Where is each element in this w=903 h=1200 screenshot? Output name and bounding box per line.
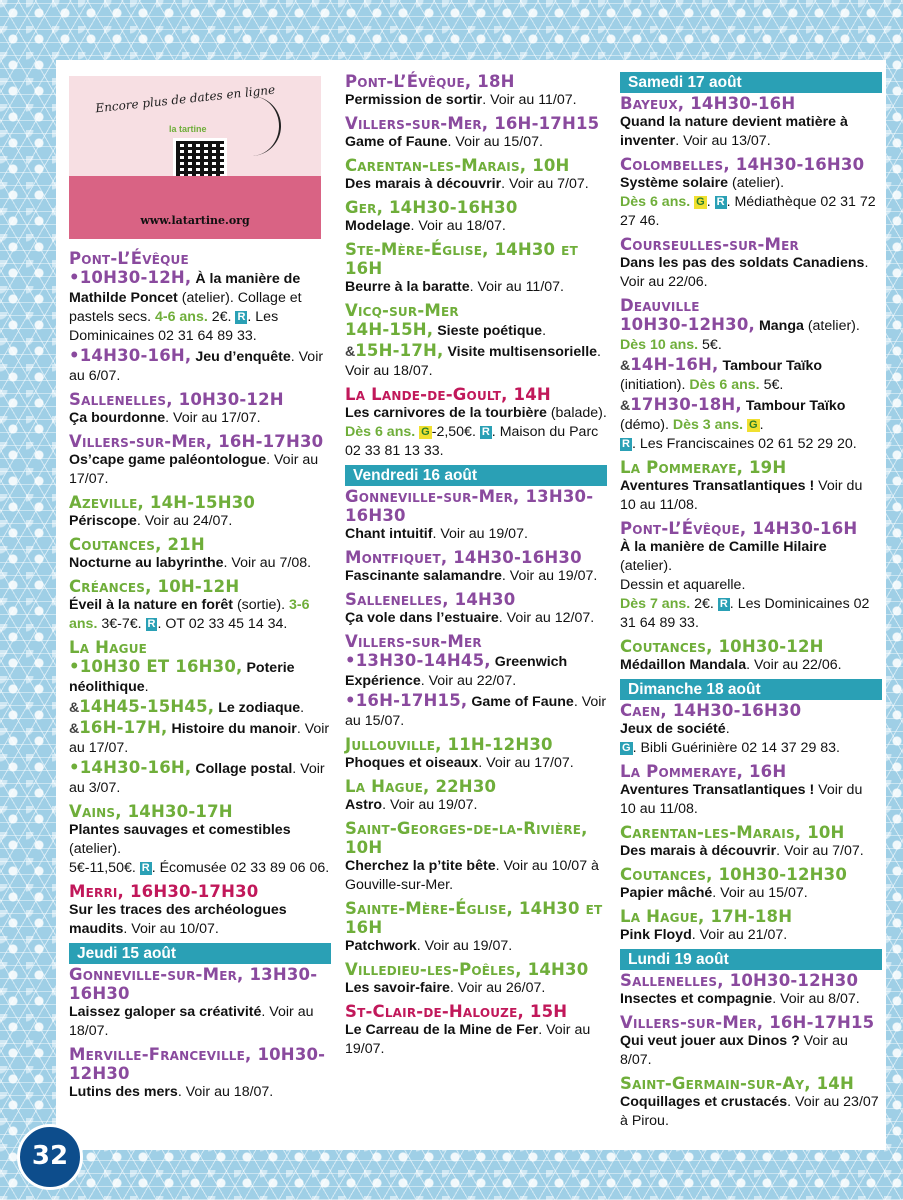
- page-content: [56, 60, 886, 1150]
- event-city: Villers-sur-Mer: [345, 632, 482, 651]
- event-carentan: [620, 823, 882, 861]
- event-title: Phoques et oiseaux: [345, 755, 479, 771]
- event-details: . Voir au 10/07 à Gouville-sur-Mer.: [345, 858, 599, 893]
- event-title: Greenwich Expérience: [345, 654, 568, 689]
- event-city: Pont-L’Évêque, 14H30-16H: [620, 519, 858, 538]
- column-2: [345, 72, 607, 1063]
- event-details: . Voir au 18/07.: [69, 1004, 314, 1039]
- event-sallenelles: [69, 390, 331, 428]
- event-title: Le zodiaque: [218, 700, 301, 716]
- event-lande: La Lande-de-Goult, 14H Les carnivores de la tourbière (balade). Dès 6 ans. G -2,50€. R . Maison du Parc 02 33 81 13 33.: [345, 385, 607, 459]
- event-title: Pink Floyd: [620, 927, 692, 943]
- event-la-hague: [69, 638, 331, 798]
- event-time: 14H-16H,: [630, 355, 719, 374]
- ampersand: &: [345, 344, 356, 360]
- event-ste-mere-2: [345, 899, 607, 956]
- event-city: Pont-L’Évêque, 18H: [345, 72, 515, 91]
- event-vains: Vains, 14H30-17H Plantes sauvages et comestibles (atelier). 5€-11,50€. R . Écomusée 02 33 89 06 06.: [69, 802, 330, 876]
- event-st-georges: [345, 819, 607, 895]
- event-price: 5€.: [763, 377, 784, 393]
- ampersand: &: [620, 358, 631, 374]
- event-details: (sortie).: [233, 597, 286, 613]
- event-price: -2,50€.: [431, 424, 476, 440]
- event-title: À la manière de Mathilde Poncet: [69, 271, 301, 306]
- event-title: Jeux de société: [620, 721, 726, 737]
- event-title: Chant intuitif: [345, 526, 433, 542]
- event-title: Lutins des mers: [69, 1084, 178, 1100]
- event-city: La Hague, 17H-18H: [620, 907, 793, 926]
- reservation-icon: R: [237, 311, 246, 323]
- event-details: . Voir au 19/07.: [432, 526, 528, 542]
- event-time: •16H-17H15,: [345, 691, 468, 710]
- event-venue: Écomusée 02 33 89 06 06.: [159, 860, 330, 876]
- event-pont-leveque: Pont-L’Évêque, 14H30-16H À la manière de Camille Hilaire (atelier). Dessin et aquarelle. Dès 7 ans. 2€. R . Les Dominicaines 02 31 64 89 33.: [620, 519, 882, 633]
- event-details: . Voir au 10/07.: [123, 921, 219, 937]
- event-details: .: [144, 679, 149, 695]
- event-city: St-Clair-de-Halouze, 15H: [345, 1002, 568, 1021]
- event-details: Voir au 8/07.: [620, 1033, 848, 1068]
- event-details: Voir du 10 au 11/08.: [620, 478, 863, 513]
- event-city: Deauville: [620, 296, 700, 315]
- event-title: Sur les traces des archéologues maudits: [69, 902, 287, 937]
- event-details: . Voir au 17/07.: [165, 410, 261, 426]
- event-time: 16H-17H,: [79, 718, 168, 737]
- event-details: (atelier).: [728, 175, 785, 191]
- event-title: Aventures Transatlantiques !: [620, 782, 815, 798]
- day-header: Samedi 17 août: [620, 72, 882, 93]
- event-details: . Voir au 7/08.: [223, 555, 312, 571]
- event-title: Modelage: [345, 218, 411, 234]
- event-title: Poterie néolithique: [69, 660, 295, 695]
- event-jullouville: [345, 735, 607, 773]
- event-details: (atelier).: [620, 558, 673, 574]
- event-city: Jullouville, 11H-12H30: [345, 735, 553, 754]
- event-title: Sieste poétique: [437, 323, 543, 339]
- reservation-icon: R: [622, 438, 630, 450]
- event-city: Villers-sur-Mer, 16H-17H15: [345, 114, 600, 133]
- event-title: Les savoir-faire: [345, 980, 450, 996]
- event-details: . Voir au 19/07.: [501, 568, 598, 584]
- event-details: . Voir au 19/07.: [382, 797, 478, 813]
- event-details: . Voir au 8/07.: [772, 991, 860, 1007]
- event-details: (balade).: [546, 405, 607, 421]
- event-st-germain: [620, 1074, 882, 1131]
- event-gonneville: [345, 487, 607, 544]
- event-st-clair: [345, 1002, 607, 1059]
- event-details: (initiation).: [620, 377, 686, 393]
- event-details: . Voir au 15/07.: [447, 134, 543, 150]
- event-city: Vicq-sur-Mer: [345, 301, 459, 320]
- event-age: Dès 6 ans.: [689, 377, 760, 393]
- ad-brand: la tartine: [169, 124, 207, 134]
- day-header: Lundi 19 août: [620, 949, 882, 970]
- event-details: . Voir au 6/07.: [69, 349, 324, 384]
- event-city: Azeville, 14H-15H30: [69, 493, 256, 512]
- event-ste-mere: [345, 240, 607, 297]
- event-city: Villedieu-les-Poêles, 14H30: [345, 960, 589, 979]
- event-details: (démo).: [620, 417, 669, 433]
- event-details: .: [725, 721, 730, 737]
- event-city: Saint-Germain-sur-Ay, 14H: [620, 1074, 854, 1093]
- event-city: Montfiquet, 14H30-16H30: [345, 548, 582, 567]
- event-courseulles: [620, 235, 882, 292]
- event-title: Collage postal: [195, 761, 293, 777]
- event-pont-leveque: [345, 72, 607, 110]
- event-city: Caen, 14H30-16H30: [620, 701, 802, 720]
- event-city: Coutances, 21H: [69, 535, 205, 554]
- event-venue: OT 02 33 45 14 34.: [165, 616, 288, 632]
- event-title: Plantes sauvages et comestibles: [69, 822, 291, 838]
- event-title: Patchwork: [345, 938, 417, 954]
- event-title: Papier mâché: [620, 885, 713, 901]
- event-title: Qui veut jouer aux Dinos ?: [620, 1033, 800, 1049]
- event-coutances: [69, 535, 331, 573]
- event-details: . Voir au 23/07 à Pirou.: [620, 1094, 879, 1129]
- event-venue: Les Franciscaines 02 61 52 29 20.: [639, 436, 857, 452]
- event-age: Dès 10 ans.: [620, 337, 699, 353]
- event-title: Quand la nature devient matière à inventer: [620, 114, 848, 149]
- event-city: Créances, 10H-12H: [69, 577, 240, 596]
- ad-script-text: Encore plus de dates en ligne: [94, 82, 276, 116]
- event-city: Saint-Georges-de-la-Rivière, 10H: [345, 819, 588, 857]
- event-title: Permission de sortir: [345, 92, 483, 108]
- event-details: . Voir au 19/07.: [345, 1022, 591, 1057]
- event-title: Game of Faune: [471, 694, 574, 710]
- event-title: Tambour Taïko: [745, 398, 846, 414]
- event-time: 15H-17H,: [355, 341, 444, 360]
- event-title: Jeu d’enquête: [195, 349, 291, 365]
- event-time: •13H30-14H45,: [345, 651, 491, 670]
- event-age: Dès 6 ans.: [620, 194, 691, 210]
- event-venue: Bibli Guérinière 02 14 37 29 83.: [640, 740, 840, 756]
- event-title: Game of Faune: [345, 134, 448, 150]
- event-details: . Voir au 22/06.: [746, 657, 842, 673]
- event-city: Villers-sur-Mer, 16H-17H15: [620, 1013, 875, 1032]
- event-sallenelles: [345, 590, 607, 628]
- event-venue: Les Dominicaines 02 31 64 89 33.: [620, 596, 870, 631]
- ampersand: &: [620, 398, 631, 414]
- event-azeville: [69, 493, 331, 531]
- event-merri: [69, 882, 331, 939]
- event-title: Cherchez la p’tite bête: [345, 858, 496, 874]
- event-city: Villers-sur-Mer, 16H-17H30: [69, 432, 324, 451]
- event-time: 17H30-18H,: [630, 395, 742, 414]
- event-title: Le Carreau de la Mine de Fer: [345, 1022, 539, 1038]
- event-details: . Voir au 18/07.: [410, 218, 506, 234]
- event-details: . Voir au 19/07.: [416, 938, 513, 954]
- event-pommeraye-2: [620, 762, 882, 819]
- event-city: Colombelles, 14H30-16H30: [620, 155, 865, 174]
- event-venue: Maison du Parc 02 33 81 13 33.: [345, 424, 599, 459]
- event-city: Sallenelles, 10H30-12H: [69, 390, 284, 409]
- event-title: Coquillages et crustacés: [620, 1094, 788, 1110]
- event-price: 5€-11,50€.: [69, 860, 136, 876]
- event-details: . Voir au 17/07.: [69, 721, 330, 756]
- free-icon: G: [696, 196, 705, 208]
- event-bayeux: [620, 94, 882, 151]
- event-city: La Pommeraye, 19H: [620, 458, 787, 477]
- event-details: . Voir au 15/07.: [712, 885, 808, 901]
- event-details: . Voir au 7/07.: [501, 176, 589, 192]
- event-title: Des marais à découvrir: [620, 843, 777, 859]
- event-details: (atelier).: [803, 318, 860, 334]
- event-title: Aventures Transatlantiques !: [620, 478, 815, 494]
- day-header: Jeudi 15 août: [69, 943, 331, 964]
- free-icon: G: [421, 426, 430, 438]
- event-city: Merri, 16H30-17H30: [69, 882, 259, 901]
- event-montfiquet: [345, 548, 607, 586]
- event-details: . Voir au 18/07.: [345, 344, 601, 379]
- event-la-hague: [345, 777, 607, 815]
- event-title: Ça bourdonne: [69, 410, 166, 426]
- event-merville: [69, 1045, 331, 1102]
- event-details: . Voir au 12/07.: [498, 610, 595, 626]
- reservation-icon: R: [719, 598, 728, 610]
- event-city: Vains, 14H30-17H: [69, 802, 233, 821]
- event-city: Bayeux, 14H30-16H: [620, 94, 796, 113]
- event-age: 4-6 ans.: [154, 309, 208, 325]
- event-title: Manga: [758, 318, 804, 334]
- day-header: Dimanche 18 août: [620, 679, 882, 700]
- event-time: •10H30 ET 16H30,: [69, 657, 243, 676]
- ampersand: &: [69, 700, 80, 716]
- event-title: Nocturne au labyrinthe: [69, 555, 224, 571]
- event-age: Dès 3 ans.: [672, 417, 744, 433]
- event-city: Merville-Franceville, 10H30-12H30: [69, 1045, 326, 1083]
- ampersand: &: [69, 721, 80, 737]
- event-city: La Hague, 22H30: [345, 777, 497, 796]
- event-details: . Voir au 17/07.: [69, 452, 319, 487]
- event-villers: [620, 1013, 882, 1070]
- event-villers: [345, 114, 607, 152]
- event-age: Dès 6 ans.: [345, 424, 416, 440]
- event-title: Fascinante salamandre: [345, 568, 502, 584]
- event-title: Beurre à la baratte: [345, 279, 470, 295]
- event-venue: Les Dominicaines 02 31 64 89 33.: [69, 309, 279, 344]
- event-title: Tambour Taïko: [722, 358, 823, 374]
- free-icon: G: [749, 419, 758, 431]
- event-title: Les carnivores de la tourbière: [345, 405, 547, 421]
- event-city: Sallenelles, 10H30-12H30: [620, 971, 859, 990]
- event-title: Astro: [345, 797, 383, 813]
- event-pont-leveque: Pont-L’Évêque •10H30-12H, À la manière de Mathilde Poncet (atelier). Collage et pastels secs. 4-6 ans. 2€. R . Les Dominicaines 02 31 64 89 33. •14H30-16H, Jeu d’enquête. Voir au 6/07.: [69, 249, 331, 386]
- event-details: . Voir au 17/07.: [478, 755, 574, 771]
- event-city: Coutances, 10H30-12H: [620, 637, 824, 656]
- event-price: 5€.: [702, 337, 722, 353]
- event-details: . Voir au 11/07.: [469, 279, 564, 295]
- event-city: Gonneville-sur-Mer, 13H30-16H30: [69, 965, 318, 1003]
- event-la-hague: [620, 907, 882, 945]
- reservation-icon: R: [147, 618, 156, 630]
- event-vicq: [345, 301, 607, 381]
- event-gonneville: [69, 965, 331, 1041]
- event-details: . Voir au 13/07.: [675, 133, 771, 149]
- event-deauville: Deauville 10H30-12H30, Manga (atelier). Dès 10 ans. 5€. &14H-16H, Tambour Taïko (initiation). Dès 6 ans. 5€. &17H30-18H, Tambour Taïko (démo). Dès 3 ans. G . R . Les Franciscaines 02 61 52 29 20.: [620, 296, 882, 454]
- column-1: [69, 76, 331, 1106]
- page-number: 32: [17, 1124, 83, 1190]
- event-time: •14H30-16H,: [69, 346, 192, 365]
- event-price: 2€.: [211, 309, 232, 325]
- event-coutances-2: [620, 865, 882, 903]
- column-3: [620, 70, 882, 1135]
- event-price: 2€.: [694, 596, 714, 612]
- event-city: La Hague: [69, 638, 148, 657]
- event-details: . Voir au 26/07.: [449, 980, 546, 996]
- day-header: Vendredi 16 août: [345, 465, 607, 486]
- event-villers-2: [345, 632, 607, 731]
- event-details: . Voir au 22/07.: [420, 673, 517, 689]
- event-title: Insectes et compagnie: [620, 991, 773, 1007]
- event-villers: [69, 432, 331, 489]
- event-title: À la manière de Camille Hilaire: [620, 539, 827, 555]
- event-details: . Voir au 21/07.: [691, 927, 788, 943]
- event-sallenelles: [620, 971, 882, 1009]
- event-city: Gonneville-sur-Mer, 13H30-16H30: [345, 487, 594, 525]
- reservation-icon: R: [481, 426, 490, 438]
- event-title: Laissez galoper sa créativité: [69, 1004, 262, 1020]
- event-time: •10H30-12H,: [69, 268, 192, 287]
- event-details: .: [300, 700, 305, 716]
- reservation-icon: R: [141, 862, 150, 874]
- event-age: 3-6 ans.: [69, 597, 310, 632]
- event-city: La Lande-de-Goult, 14H: [345, 385, 551, 404]
- arrow-icon: [229, 96, 281, 156]
- event-carentan: [345, 156, 607, 194]
- event-city: Carentan-les-Marais, 10H: [345, 156, 570, 175]
- event-city: Sallenelles, 14H30: [345, 590, 516, 609]
- event-city: Courseulles-sur-Mer: [620, 235, 799, 254]
- event-details: . Voir au 24/07.: [136, 513, 233, 529]
- event-title: Ça vole dans l’estuaire: [345, 610, 499, 626]
- event-pommeraye: [620, 458, 882, 515]
- event-title: Périscope: [69, 513, 137, 529]
- event-details: .: [542, 323, 547, 339]
- event-title: Histoire du manoir: [171, 721, 297, 737]
- event-details: . Voir au 22/06.: [620, 255, 869, 290]
- event-details: . Voir au 15/07.: [345, 694, 607, 729]
- event-details: Dessin et aquarelle.: [620, 577, 746, 593]
- event-villedieu: [345, 960, 607, 998]
- event-details: . Voir au 11/07.: [482, 92, 577, 108]
- event-details: (atelier).: [69, 841, 122, 857]
- event-city: Ste-Mère-Église, 14H30 et 16H: [345, 240, 578, 278]
- event-title: Os’cape game paléontologue: [69, 452, 267, 468]
- event-creances: Créances, 10H-12H Éveil à la nature en forêt (sortie). 3-6 ans. 3€-7€. R . OT 02 33 45 14 34.: [69, 577, 331, 634]
- event-city: La Pommeraye, 16H: [620, 762, 787, 781]
- event-price: 3€-7€.: [101, 616, 142, 632]
- event-title: Dans les pas des soldats Canadiens: [620, 255, 865, 271]
- event-title: Des marais à découvrir: [345, 176, 502, 192]
- event-time: 14H-15H,: [345, 320, 434, 339]
- event-venue: Médiathèque 02 31 72 27 46.: [620, 194, 876, 229]
- event-details: . Voir au 3/07.: [69, 761, 325, 796]
- event-caen: Caen, 14H30-16H30 Jeux de société. G . Bibli Guérinière 02 14 37 29 83.: [620, 701, 882, 758]
- event-details: (atelier). Collage et pastels secs.: [69, 290, 302, 325]
- event-city: Sainte-Mère-Église, 14H30 et 16H: [345, 899, 603, 937]
- event-city: Ger, 14H30-16H30: [345, 198, 518, 217]
- event-title: Système solaire: [620, 175, 729, 191]
- event-details: . Voir au 18/07.: [177, 1084, 274, 1100]
- online-dates-ad[interactable]: [69, 76, 321, 239]
- event-title: Médaillon Mandala: [620, 657, 747, 673]
- event-details: Voir du 10 au 11/08.: [620, 782, 863, 817]
- event-title: Éveil à la nature en forêt: [69, 597, 234, 613]
- reservation-icon: R: [716, 196, 725, 208]
- event-age: Dès 7 ans.: [620, 596, 691, 612]
- free-icon: G: [622, 742, 631, 754]
- event-details: . Voir au 7/07.: [776, 843, 864, 859]
- event-city: Pont-L’Évêque: [69, 249, 189, 268]
- event-time: 14H45-15H45,: [79, 697, 215, 716]
- ad-url[interactable]: www.latartine.org: [140, 214, 250, 227]
- event-city: Carentan-les-Marais, 10H: [620, 823, 845, 842]
- event-city: Coutances, 10H30-12H30: [620, 865, 848, 884]
- event-time: •14H30-16H,: [69, 758, 192, 777]
- event-time: 10H30-12H30,: [620, 315, 755, 334]
- event-colombelles: Colombelles, 14H30-16H30 Système solaire (atelier). Dès 6 ans. G . R . Médiathèque 02 31 72 27 46.: [620, 155, 882, 231]
- event-coutances: [620, 637, 882, 675]
- event-ger: [345, 198, 607, 236]
- event-title: Visite multisensorielle: [447, 344, 598, 360]
